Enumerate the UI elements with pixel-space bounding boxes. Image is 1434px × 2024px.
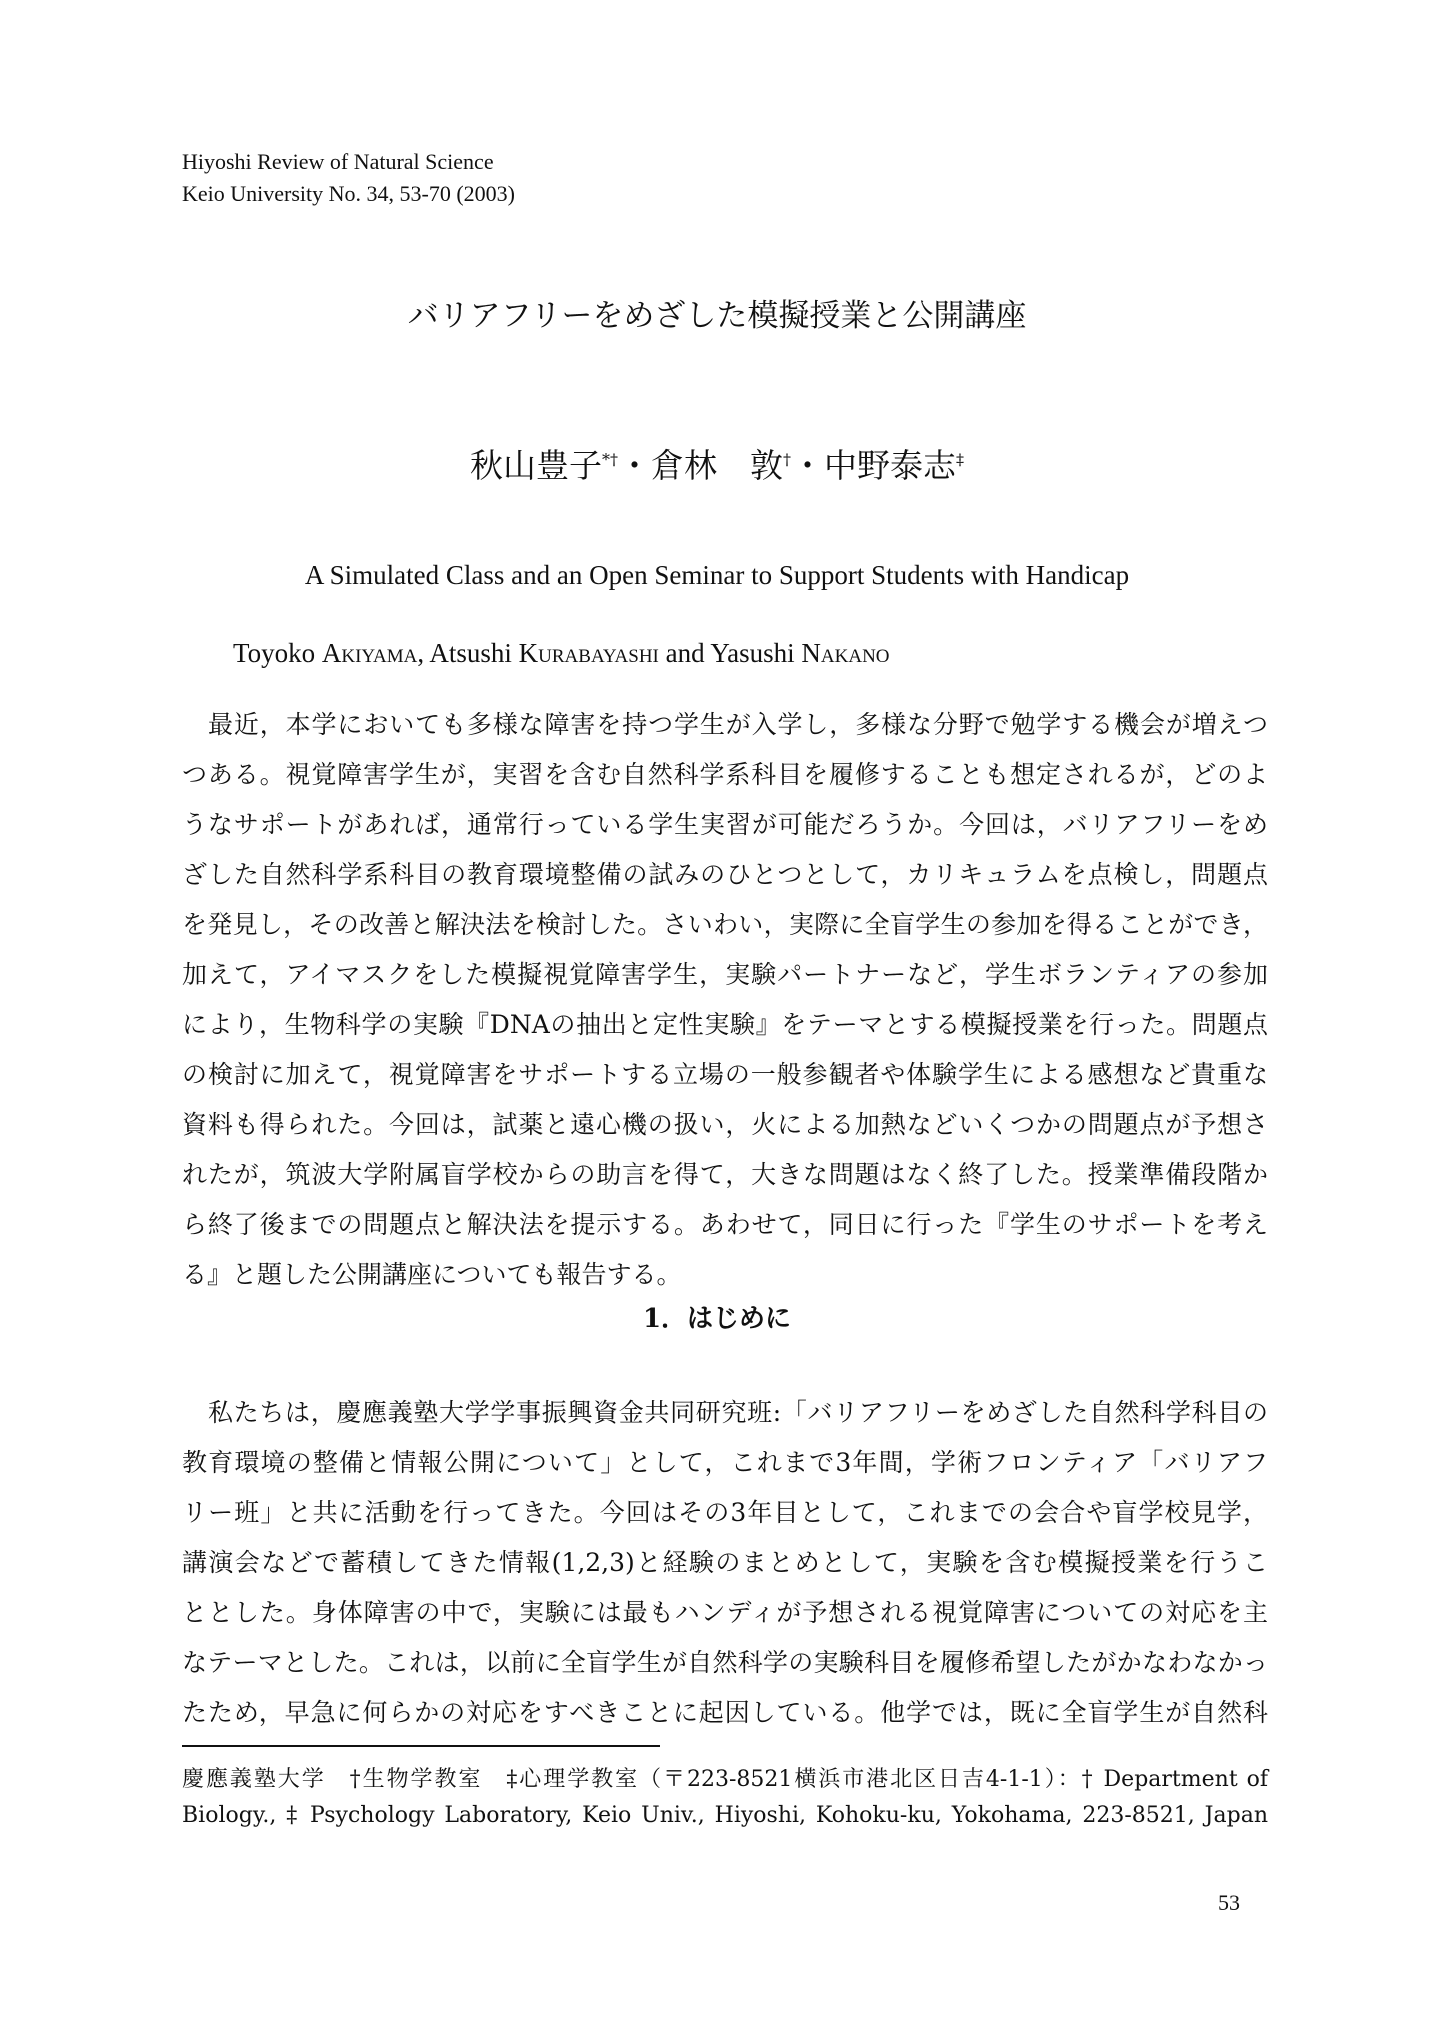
body-line: なテーマとした。これは，以前に全盲学生が自然科学の実験科目を履修希望したがかなわなかっ: [182, 1648, 1268, 1677]
footnote-divider: [182, 1745, 660, 1747]
author-3-mark: ‡: [956, 450, 964, 469]
author-2-given: Atsushi: [429, 638, 519, 668]
author-2-family: Kurabayashi: [518, 638, 659, 668]
body-line: リー班」と共に活動を行ってきた。今回はその3年目として，これまでの会合や盲学校見学，: [182, 1498, 1268, 1527]
body-line: 教育環境の整備と情報公開について」として，これまで3年間，学術フロンティア「バリアフ: [182, 1448, 1268, 1477]
page-number: 53: [1218, 1890, 1240, 1915]
author-1-given: Toyoko: [233, 638, 322, 668]
abstract-line: る』と題した公開講座についても報告する。: [182, 1260, 682, 1289]
footnote-line: 慶應義塾大学 †生物学教室 ‡心理学教室（〒223-8521横浜市港北区日吉4-1-1）：† Department of: [182, 1767, 1268, 1792]
author-3-given: Yasushi: [710, 638, 802, 668]
journal-name: Hiyoshi Review of Natural Science: [182, 149, 494, 174]
abstract-line: うなサポートがあれば，通常行っている学生実習が可能だろうか。今回は，バリアフリーをめ: [182, 810, 1268, 839]
journal-citation: [182, 146, 515, 210]
author-2: 倉林 敦: [651, 446, 783, 485]
paper-title-jp: バリアフリーをめざした模擬授業と公開講座: [407, 298, 1027, 334]
separator: ,: [417, 638, 430, 668]
paper-title-en: A Simulated Class and an Open Seminar to Support Students with Handicap: [304, 560, 1130, 590]
abstract-line: により，生物科学の実験『DNAの抽出と定性実験』をテーマとする模擬授業を行った。問題点: [182, 1010, 1268, 1039]
body-line: 講演会などで蓄積してきた情報(1,2,3)と経験のまとめとして，実験を含む模擬授業を行うこ: [182, 1548, 1268, 1577]
abstract-line: を発見し，その改善と解決法を検討した。さいわい，実際に全盲学生の参加を得ることができ，: [182, 910, 1268, 939]
body-line: 私たちは，慶應義塾大学学事振興資金共同研究班:「バリアフリーをめざした自然科学科目の: [208, 1398, 1268, 1427]
abstract-line: ら終了後までの問題点と解決法を提示する。あわせて，同日に行った『学生のサポートを考え: [182, 1210, 1268, 1239]
author-1: 秋山豊子: [470, 446, 602, 485]
author-1-mark: *†: [602, 450, 618, 469]
conjunction: and: [658, 638, 711, 668]
authors-en: [233, 638, 890, 669]
authors-jp: [0, 440, 1434, 487]
body-line: たため，早急に何らかの対応をすべきことに起因している。他学では，既に全盲学生が自然科: [182, 1698, 1268, 1727]
abstract-line: の検討に加えて，視覚障害をサポートする立場の一般参観者や体験学生による感想など貴重な: [182, 1060, 1268, 1089]
footnote-line: Biology., ‡ Psychology Laboratory, Keio Univ., Hiyoshi, Kohoku-ku, Yokohama, 223-8521, Japan: [182, 1803, 1268, 1828]
abstract: [182, 700, 1268, 1300]
section-heading: 1．はじめに: [642, 1304, 792, 1334]
abstract-line: 資料も得られた。今回は，試薬と遠心機の扱い，火による加熱などいくつかの問題点が予想さ: [182, 1110, 1268, 1139]
abstract-line: 加えて，アイマスクをした模擬視覚障害学生，実験パートナーなど，学生ボランティアの参加: [182, 960, 1268, 989]
author-2-mark: †: [783, 450, 791, 469]
abstract-line: れたが，筑波大学附属盲学校からの助言を得て，大きな問題はなく終了した。授業準備段階か: [182, 1160, 1268, 1189]
author-3-family: Nakano: [801, 638, 890, 668]
footnotes: [182, 1762, 1268, 1834]
author-3: 中野泰志: [824, 446, 956, 485]
separator: ・: [618, 446, 651, 485]
abstract-line: つある。視覚障害学生が，実習を含む自然科学系科目を履修することも想定されるが，どのよ: [182, 760, 1268, 789]
separator: ・: [791, 446, 824, 485]
body-text: [182, 1388, 1268, 1738]
abstract-line: ざした自然科学系科目の教育環境整備の試みのひとつとして，カリキュラムを点検し，問題点: [182, 860, 1268, 889]
abstract-line: 最近，本学においても多様な障害を持つ学生が入学し，多様な分野で勉学する機会が増えつ: [208, 710, 1268, 739]
journal-volume: Keio University No. 34, 53-70 (2003): [182, 181, 516, 206]
author-1-family: Akiyama: [321, 638, 418, 668]
body-line: ととした。身体障害の中で，実験には最もハンディが予想される視覚障害についての対応を主: [182, 1598, 1268, 1627]
